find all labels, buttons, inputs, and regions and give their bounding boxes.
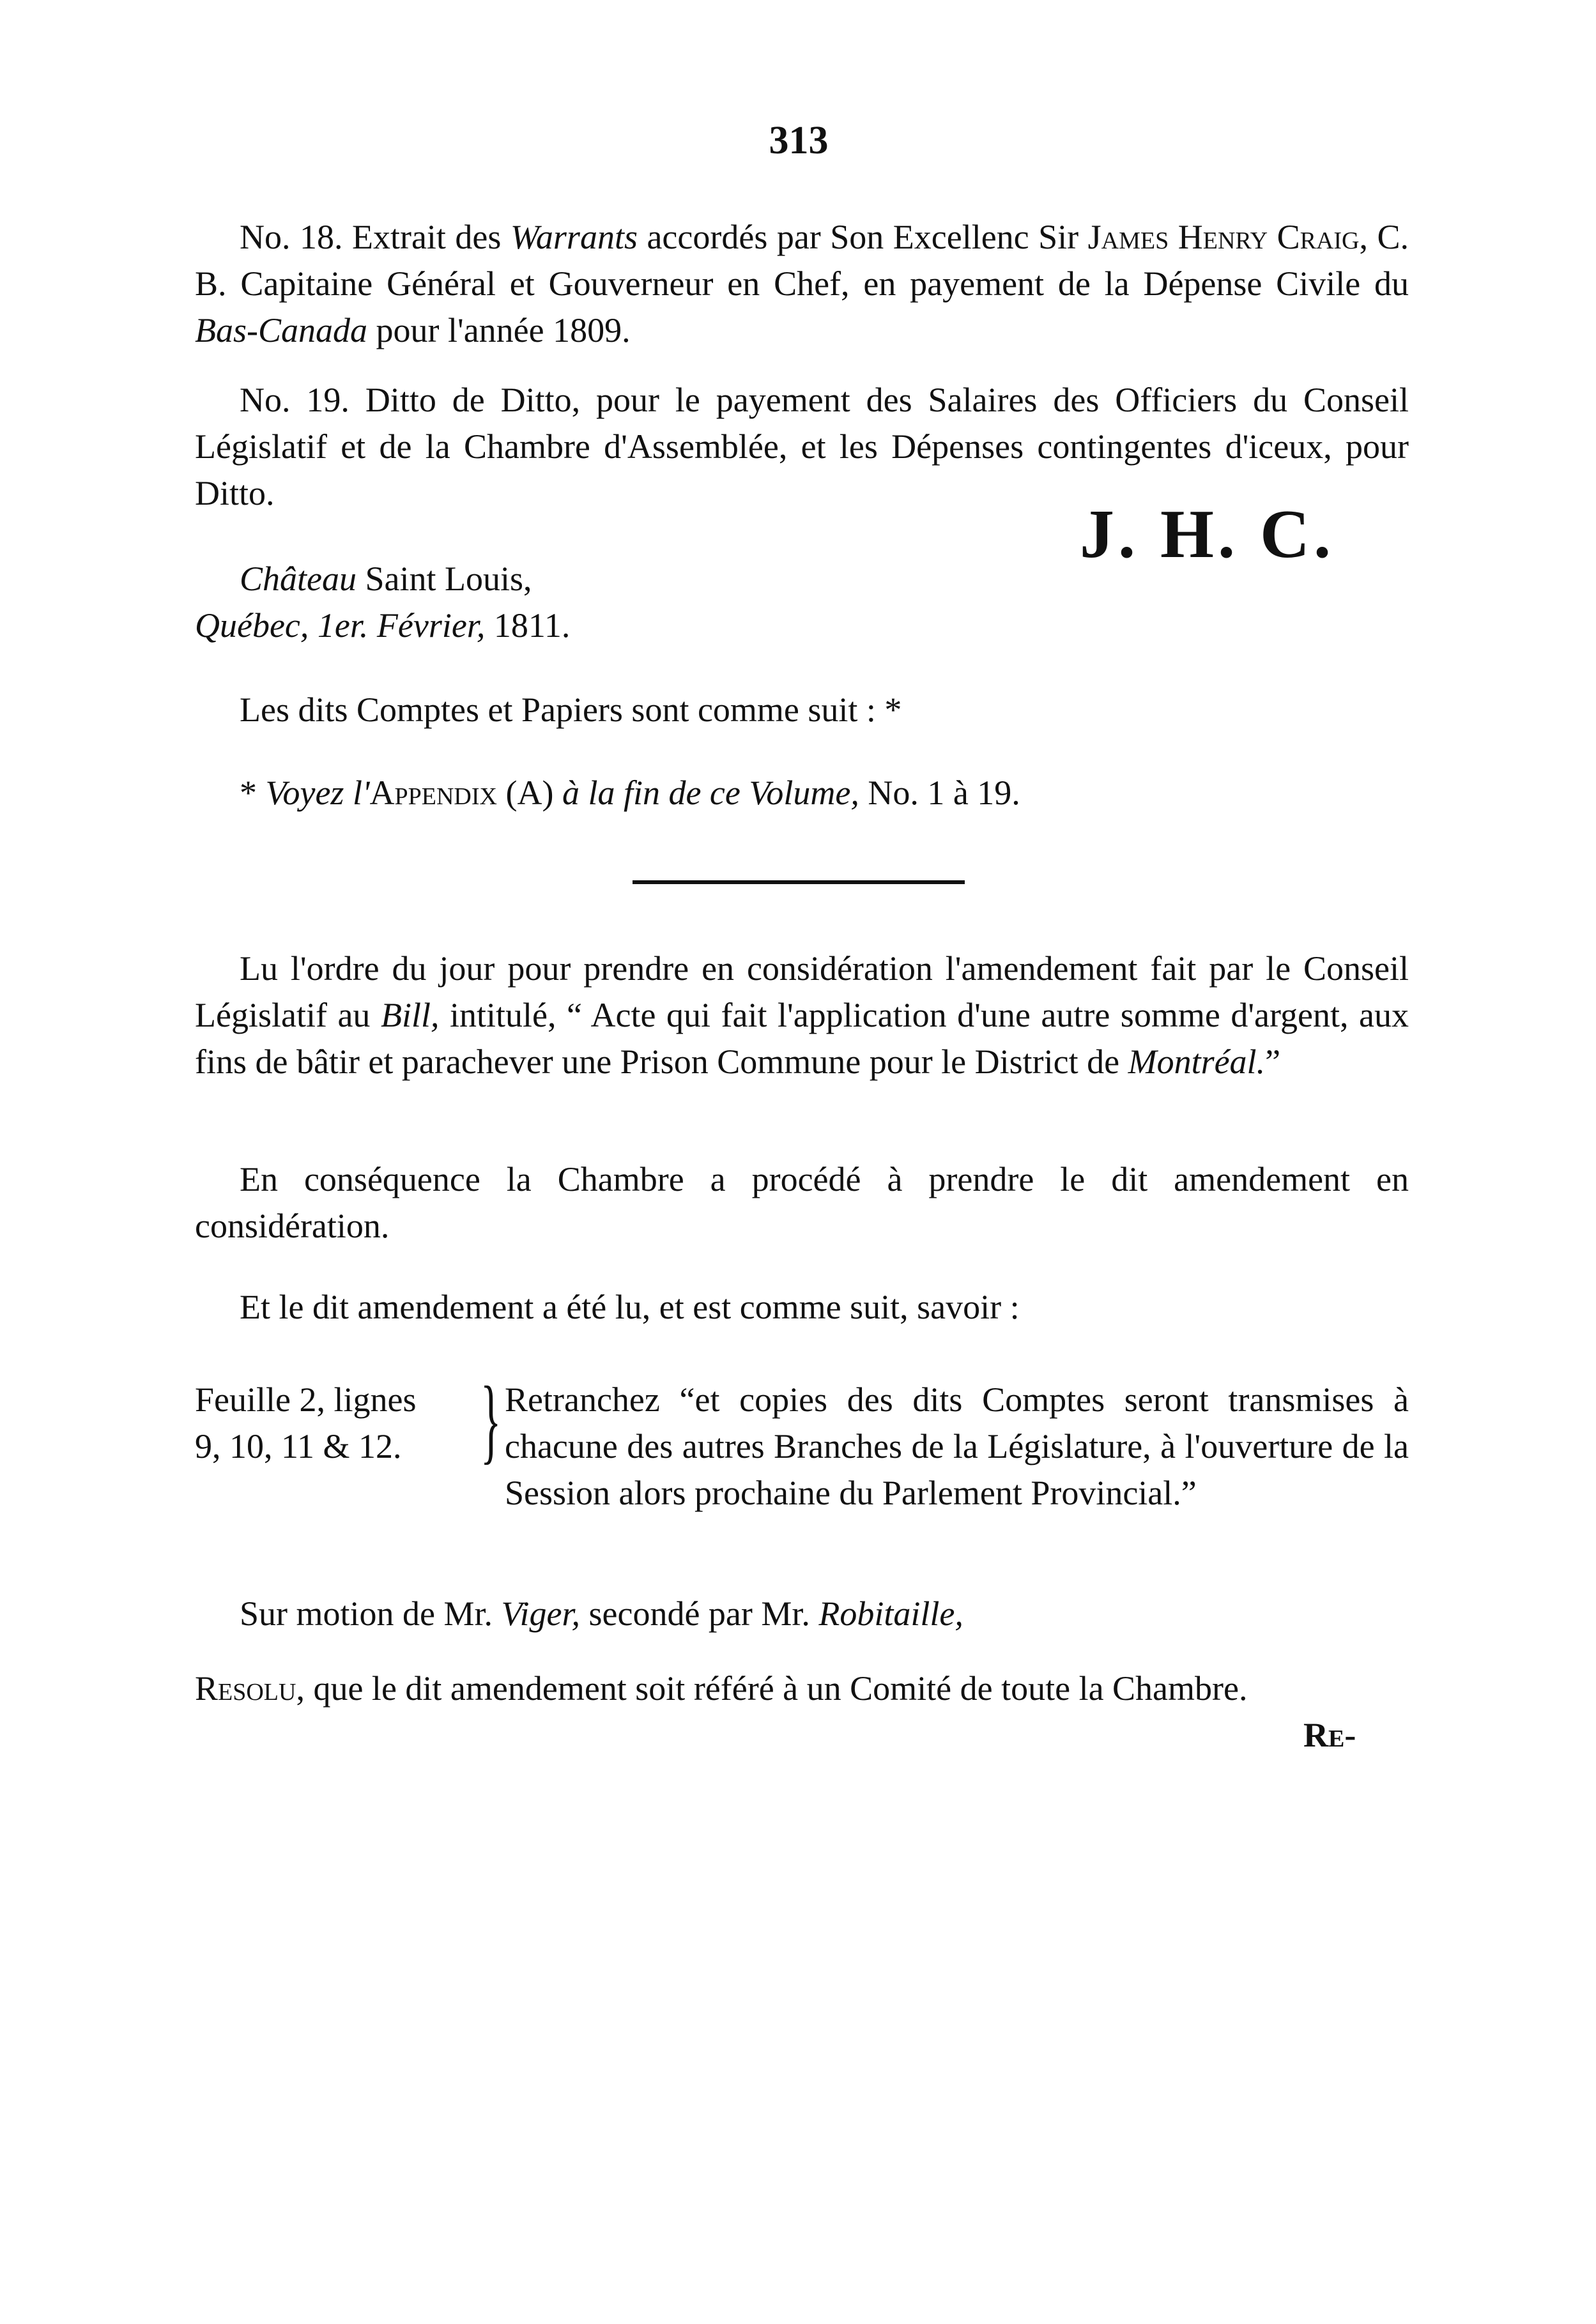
para8-resolu: Resolu bbox=[195, 1669, 296, 1708]
amendment-location bbox=[195, 1377, 495, 1470]
place-line2-italic: Québec, 1er. Février, bbox=[195, 606, 486, 645]
footnote-rest-italic: à la fin de ce Volume, bbox=[562, 774, 859, 812]
page-number: 313 bbox=[769, 119, 829, 162]
catchword: Re- bbox=[1303, 1716, 1356, 1754]
para7-robitaille: Robitaille, bbox=[818, 1594, 963, 1633]
amendment-brace: } bbox=[480, 1367, 502, 1473]
paragraph-ordre-du-jour bbox=[195, 945, 1409, 1085]
section-rule bbox=[633, 880, 965, 884]
paragraph-motion bbox=[195, 1591, 1409, 1637]
para5-text: En conséquence la Chambre a procédé à prendre le dit amendement en considération. bbox=[195, 1160, 1409, 1245]
paragraph-resolu bbox=[195, 1665, 1319, 1712]
place-line2-rest: 1811. bbox=[485, 606, 571, 645]
para1-after-warrants: accordés par Son Excellenc Sir bbox=[637, 218, 1088, 256]
para4-bill: Bill, bbox=[380, 996, 440, 1034]
footnote-star: * bbox=[240, 774, 266, 812]
footnote-voyez: Voyez l' bbox=[265, 774, 370, 812]
para1-before-warrants: No. 18. Extrait des bbox=[240, 218, 510, 256]
para1-name-first: James bbox=[1087, 218, 1169, 256]
para2-text: No. 19. Ditto de Ditto, pour le payement des Salaires des Officiers du Conseil Législatif et de la Chambre d'Assemblée, et les Dépenses contingentes d'iceux, pour Ditto. bbox=[195, 381, 1409, 512]
signature-initials: J. H. C. bbox=[1080, 496, 1335, 572]
footnote-appendix-word: Appendix bbox=[369, 774, 497, 812]
para4-after-bill: intitulé, “ Acte qui fait l'application d'une autre somme d'argent, aux fins de bâtir et parachever une Prison Commune pour le District de bbox=[195, 996, 1409, 1081]
footnote-numbers: No. 1 à 19. bbox=[859, 774, 1020, 812]
place-line-2 bbox=[195, 602, 570, 649]
paragraph-comptes bbox=[195, 687, 1409, 733]
para4-before-bill: Lu l'ordre du jour pour prendre en considération l'amendement fait par le Conseil Législatif au bbox=[195, 949, 1409, 1034]
para7-viger: Viger, bbox=[501, 1594, 580, 1633]
paragraph-amendement-lu bbox=[195, 1284, 1409, 1331]
para1-province: Bas-Canada bbox=[195, 311, 367, 349]
place-line1-italic: Château bbox=[240, 560, 357, 598]
para4-closing: ” bbox=[1265, 1043, 1281, 1081]
paragraph-warrants-no18 bbox=[195, 214, 1409, 354]
amendment-text: Retranchez “et copies des dits Comptes seront transmises à chacune des autres Branches de la Législature, à l'ouverture de la Session alors prochaine du Parlement Provincial.” bbox=[505, 1380, 1409, 1512]
para1-after-name: , C. B. Capitaine Général et Gouverneur en Chef, en payement de la Dépense Civile du bbox=[195, 218, 1409, 303]
para3-text: Les dits Comptes et Papiers sont comme suit : * bbox=[240, 691, 902, 729]
amendment-left-line-1: Feuille 2, lignes bbox=[195, 1380, 417, 1419]
para6-text: Et le dit amendement a été lu, et est comme suit, savoir : bbox=[240, 1288, 1020, 1326]
para7-middle: secondé par Mr. bbox=[580, 1594, 819, 1633]
place-line1-rest: Saint Louis, bbox=[357, 560, 532, 598]
para8-text: , que le dit amendement soit référé à un Comité de toute la Chambre. bbox=[296, 1669, 1248, 1708]
amendment-left-line-2: 9, 10, 11 & 12. bbox=[195, 1427, 402, 1465]
place-line-1 bbox=[240, 556, 532, 602]
para1-after-province: pour l'année 1809. bbox=[367, 311, 631, 349]
para7-before-viger: Sur motion de Mr. bbox=[240, 1594, 502, 1633]
paragraph-consequence bbox=[195, 1156, 1409, 1250]
para1-name-second: Henry Craig bbox=[1178, 218, 1360, 256]
para1-warrants: Warrants bbox=[510, 218, 638, 256]
para4-district: Montréal. bbox=[1128, 1043, 1266, 1081]
footnote-appendix bbox=[195, 770, 1409, 816]
footnote-paren: (A) bbox=[496, 774, 562, 812]
